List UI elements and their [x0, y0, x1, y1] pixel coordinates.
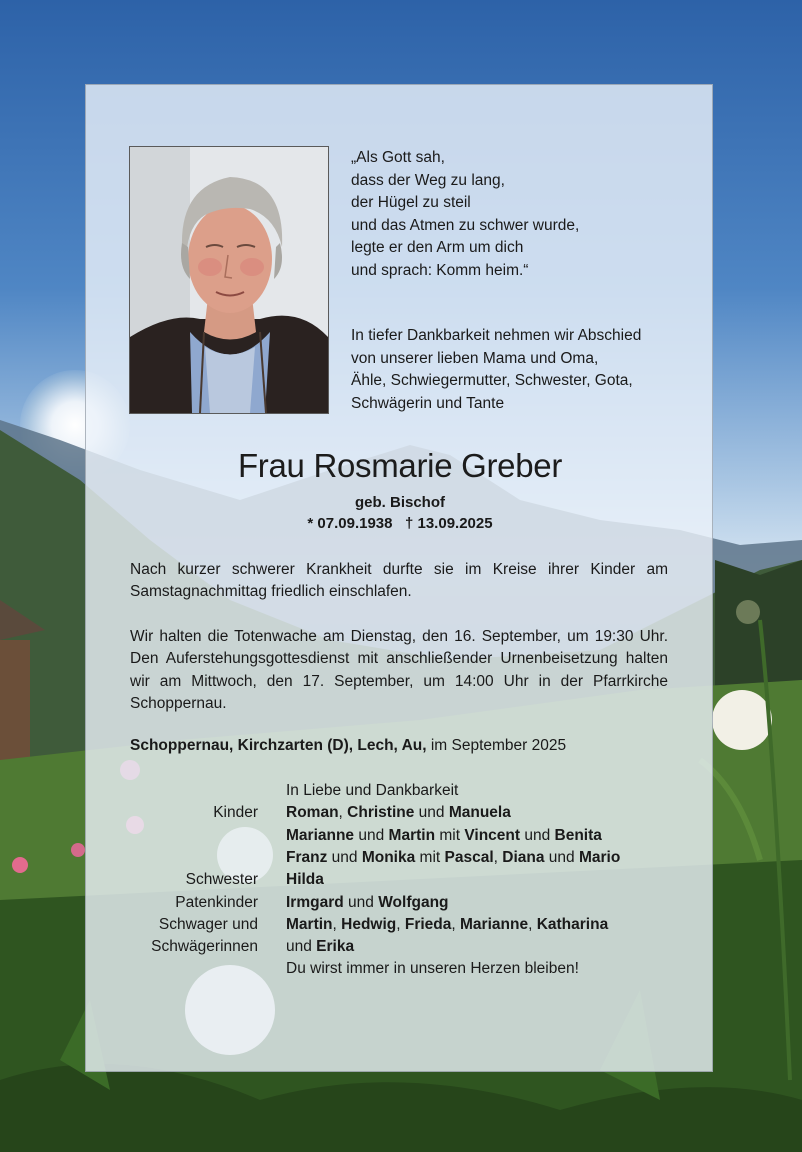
poem-line: und sprach: Komm heim.“: [351, 261, 529, 279]
place-date-line: [130, 737, 566, 755]
names-schwager-1: [286, 916, 608, 934]
person-name: Marianne: [286, 826, 355, 844]
family-row: [86, 782, 714, 804]
date-text: im September 2025: [426, 737, 567, 754]
connector-text: und: [354, 826, 389, 844]
names-kinder-1: [286, 804, 511, 822]
connector-text: ,: [338, 804, 348, 822]
family-row: [86, 849, 714, 871]
person-name: Wolfgang: [378, 893, 449, 911]
opening-line: In Liebe und Dankbarkeit: [286, 782, 459, 799]
person-name: Martin: [388, 826, 436, 844]
farewell-intro: [351, 325, 696, 415]
connector-text: mit: [415, 848, 445, 866]
names-kinder-3: [286, 849, 620, 867]
connector-text: und: [544, 848, 579, 866]
poem-line: „Als Gott sah,: [351, 149, 445, 166]
label-schwager-2: Schwägerinnen: [151, 938, 258, 956]
person-name: Christine: [347, 804, 415, 822]
intro-line: Ähle, Schwiegermutter, Schwester, Gota,: [351, 372, 633, 389]
connector-text: ,: [396, 915, 405, 933]
connector-text: und: [520, 826, 555, 844]
poem-line: der Hügel zu steil: [351, 194, 471, 211]
intro-line: Schwägerin und Tante: [351, 394, 505, 412]
intro-line: von unserer lieben Mama und Oma,: [351, 349, 599, 367]
label-schwester: Schwester: [185, 871, 258, 889]
family-row: [86, 804, 714, 826]
family-row: [86, 938, 714, 960]
poem: [351, 147, 691, 282]
person-name: Erika: [316, 938, 355, 956]
person-name: Hilda: [286, 871, 324, 889]
life-dates: * 07.09.1938 † 13.09.2025: [307, 515, 493, 532]
passing-paragraph: Nach kurzer schwerer Krankheit durfte sie im Kreise ihrer Kinder am Samstagnachmittag friedlich einschlafen.: [130, 561, 668, 601]
intro-line: In tiefer Dankbarkeit nehmen wir Abschied: [351, 327, 642, 344]
poem-line: legte er den Arm um dich: [351, 239, 524, 256]
names-patenkinder: [286, 894, 449, 912]
connector-text: und: [327, 848, 362, 866]
person-name: Monika: [361, 848, 416, 866]
person-name: Irmgard: [286, 893, 344, 911]
person-name: Benita: [554, 826, 602, 844]
family-row: [86, 871, 714, 893]
person-name: Diana: [502, 848, 545, 866]
names-kinder-2: [286, 827, 602, 845]
label-patenkinder: Patenkinder: [175, 893, 258, 911]
closing-line: Du wirst immer in unseren Herzen bleiben!: [286, 960, 579, 978]
connector-text: und: [286, 938, 317, 956]
family-row: [86, 894, 714, 916]
label-schwager-1: Schwager und: [158, 915, 258, 933]
service-paragraph: Wir halten die Totenwache am Dienstag, den 16. September, um 19:30 Uhr. Den Auferstehungsgottesdienst mit anschließender Urnenbeisetzung halten wir am Mittwoch, den 17. September, um 14:00 Uhr in der Pfarrkirche Schoppernau.: [130, 628, 668, 712]
poem-line: und das Atmen zu schwer wurde,: [351, 216, 580, 234]
poem-line: dass der Weg zu lang,: [351, 171, 505, 189]
names-schwager-2: [286, 938, 354, 956]
connector-text: ,: [332, 915, 342, 933]
portrait-image: [130, 147, 328, 413]
person-name: Manuela: [448, 804, 511, 822]
obituary-card: [85, 84, 713, 1072]
maiden-name: geb. Bischof: [354, 494, 445, 511]
person-name: Pascal: [444, 848, 494, 866]
person-name: Hedwig: [341, 915, 397, 933]
places: Schoppernau, Kirchzarten (D), Lech, Au,: [130, 737, 427, 754]
family-row: [86, 960, 714, 982]
deceased-name: Frau Rosmarie Greber: [237, 447, 563, 484]
person-name: Marianne: [460, 915, 529, 933]
person-name: Franz: [286, 848, 328, 866]
connector-text: ,: [528, 915, 537, 933]
connector-text: und: [414, 804, 449, 822]
person-name: Martin: [286, 915, 333, 933]
person-name: Vincent: [464, 826, 521, 844]
family-row: [86, 827, 714, 849]
portrait-photo: [129, 146, 329, 414]
family-row: [86, 916, 714, 938]
names-schwester: [286, 871, 324, 889]
connector-text: ,: [451, 915, 461, 933]
connector-text: ,: [493, 848, 503, 866]
connector-text: und: [343, 893, 379, 911]
person-name: Mario: [578, 848, 621, 866]
person-name: Frieda: [404, 915, 452, 933]
connector-text: mit: [435, 826, 465, 844]
label-kinder: Kinder: [213, 804, 258, 822]
person-name: Roman: [286, 804, 339, 822]
person-name: Katharina: [536, 915, 609, 933]
